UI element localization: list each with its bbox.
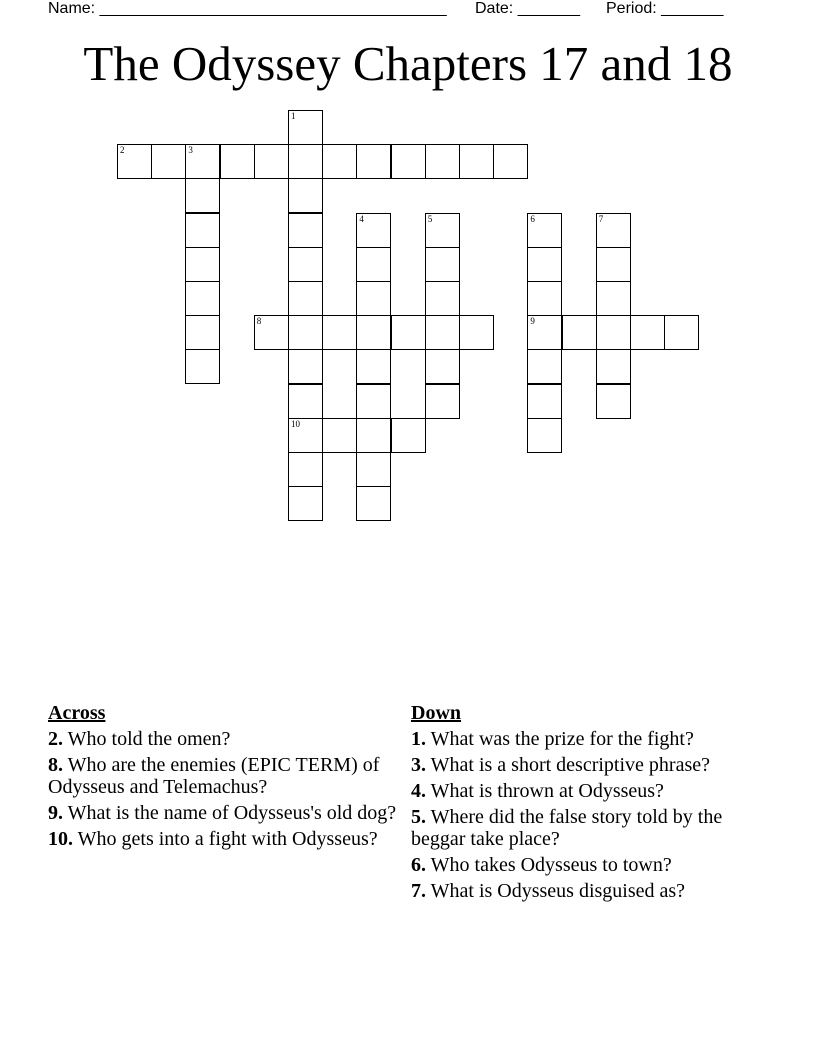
cell-number: 3 [188,145,193,156]
across-clue [48,728,408,750]
crossword-cell[interactable] [596,349,631,384]
crossword-cell[interactable] [254,144,289,179]
crossword-cell[interactable] [425,315,460,350]
down-clues [411,702,771,906]
cell-number: 2 [120,145,125,156]
crossword-cell[interactable] [322,315,357,350]
crossword-cell[interactable] [527,247,562,282]
crossword-cell[interactable] [288,315,323,350]
crossword-cell[interactable] [356,384,391,419]
cell-number: 8 [256,316,262,327]
crossword-cell[interactable] [630,315,665,350]
crossword-cell[interactable] [425,349,460,384]
crossword-cell[interactable] [356,315,391,350]
across-clue [48,828,408,850]
crossword-cell[interactable] [288,349,323,384]
crossword-cell[interactable] [596,281,631,316]
clue-text: Where did the false story told by the beggar take place? [411,806,723,850]
clue-text: What is the name of Odysseus's old dog? [67,802,397,824]
crossword-cell[interactable] [185,315,220,350]
crossword-cell[interactable] [562,315,597,350]
clue-text: What is thrown at Odysseus? [430,780,664,802]
crossword-cell[interactable] [391,418,426,453]
crossword-cell[interactable] [596,315,631,350]
crossword-cell[interactable] [288,486,323,521]
crossword-cell[interactable] [356,247,391,282]
down-clue [411,754,771,776]
crossword-cell[interactable] [288,281,323,316]
period-field[interactable]: Period: _______ [606,0,724,17]
crossword-cell[interactable] [117,144,152,179]
crossword-cell[interactable] [151,144,186,179]
clue-number: 7. [411,880,426,902]
page-title: The Odyssey Chapters 17 and 18 [83,36,733,91]
across-clue [48,754,408,798]
crossword-cell[interactable] [527,213,562,248]
cell-number: 7 [598,213,604,224]
clue-number: 10. [48,828,73,850]
cell-number: 10 [291,418,300,429]
crossword-cell[interactable] [220,144,255,179]
crossword-cell[interactable] [425,213,460,248]
clue-text: Who told the omen? [67,728,231,750]
crossword-cell[interactable] [288,384,323,419]
crossword-cell[interactable] [459,144,494,179]
cell-number: 9 [530,316,535,327]
down-clue [411,780,771,802]
cell-number: 5 [427,213,433,224]
crossword-cell[interactable] [356,486,391,521]
down-clue [411,854,771,876]
crossword-cell[interactable] [288,213,323,248]
crossword-cell[interactable] [185,349,220,384]
crossword-cell[interactable] [356,213,391,248]
crossword-cell[interactable] [322,418,357,453]
down-clue [411,806,771,850]
crossword-cell[interactable] [288,110,323,145]
crossword-cell[interactable] [185,281,220,316]
crossword-cell[interactable] [356,452,391,487]
crossword-cell[interactable] [425,384,460,419]
clue-number: 8. [48,754,63,776]
crossword-cell[interactable] [356,349,391,384]
clue-number: 9. [48,802,63,824]
crossword-cell[interactable] [527,418,562,453]
crossword-cell[interactable] [254,315,289,350]
clue-text: Who are the enemies (EPIC TERM) of Odysseus and Telemachus? [48,754,380,798]
clue-text: Who takes Odysseus to town? [430,854,672,876]
crossword-cell[interactable] [288,418,323,453]
cell-number: 6 [530,213,535,224]
crossword-cell[interactable] [527,349,562,384]
clue-text: Who gets into a fight with Odysseus? [77,828,378,850]
clue-text: What is Odysseus disguised as? [430,880,686,902]
crossword-cell[interactable] [596,213,631,248]
crossword-cell[interactable] [596,247,631,282]
crossword-cell[interactable] [288,452,323,487]
clue-number: 2. [48,728,63,750]
clue-number: 5. [411,806,426,828]
crossword-cell[interactable] [356,281,391,316]
down-clue [411,728,771,750]
date-field[interactable]: Date: _______ [475,0,580,17]
crossword-cell[interactable] [425,281,460,316]
crossword-cell[interactable] [185,178,220,213]
down-clue [411,880,771,902]
crossword-cell[interactable] [425,247,460,282]
down-heading: Down [411,702,462,724]
crossword-cell[interactable] [596,384,631,419]
crossword-cell[interactable] [288,178,323,213]
crossword-cell[interactable] [493,144,528,179]
crossword-cell[interactable] [185,247,220,282]
crossword-cell[interactable] [288,144,323,179]
clue-number: 4. [411,780,426,802]
crossword-cell[interactable] [391,315,426,350]
crossword-cell[interactable] [425,144,460,179]
crossword-cell[interactable] [322,144,357,179]
crossword-cell[interactable] [288,247,323,282]
crossword-cell[interactable] [527,281,562,316]
clue-text: What is a short descriptive phrase? [430,754,710,776]
cell-number: 1 [291,111,296,121]
crossword-cell[interactable] [356,418,391,453]
crossword-cell[interactable] [391,144,426,179]
crossword-cell[interactable] [459,315,494,350]
clue-number: 1. [411,728,426,750]
cell-number: 4 [359,213,364,224]
crossword-cell[interactable] [664,315,699,350]
across-heading: Across [48,702,106,724]
crossword-cell[interactable] [527,315,562,350]
clue-number: 6. [411,854,426,876]
across-clues [48,702,408,854]
crossword-cell[interactable] [185,213,220,248]
clue-text: What was the prize for the fight? [430,728,694,750]
clue-number: 3. [411,754,426,776]
across-clue [48,802,408,824]
crossword-cell[interactable] [185,144,220,179]
name-field[interactable]: Name: _______________________________________ [48,0,447,17]
crossword-cell[interactable] [527,384,562,419]
crossword-cell[interactable] [356,144,391,179]
